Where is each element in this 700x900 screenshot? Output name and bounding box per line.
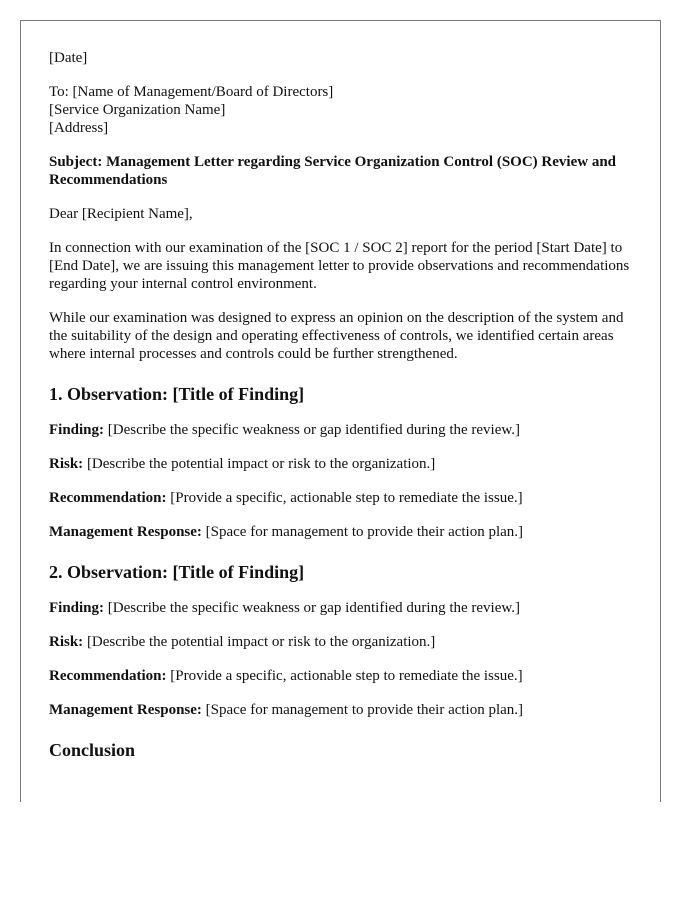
subject-line: Subject: Management Letter regarding Service Organization Control (SOC) Review and Recommendations [49, 154, 617, 188]
conclusion-heading: Conclusion [49, 740, 136, 760]
risk-text: [Describe the potential impact or risk to the organization.] [83, 634, 436, 650]
salutation: Dear [Recipient Name], [49, 206, 193, 222]
risk-field [49, 455, 631, 473]
finding-field [49, 599, 631, 617]
recommendation-field [49, 489, 631, 507]
finding-label: Finding: [49, 600, 105, 616]
management-response-label: Management Response: [49, 702, 202, 718]
finding-label: Finding: [49, 422, 105, 438]
observation-heading: 1. Observation: [Title of Finding] [49, 384, 305, 404]
address-line: [Address] [49, 120, 109, 136]
risk-label: Risk: [49, 456, 84, 472]
management-response-label: Management Response: [49, 524, 202, 540]
recommendation-text: [Provide a specific, actionable step to remediate the issue.] [166, 490, 523, 506]
recommendation-label: Recommendation: [49, 490, 167, 506]
letter-date: [Date] [49, 50, 88, 66]
risk-label: Risk: [49, 634, 84, 650]
recommendation-field [49, 667, 631, 685]
management-response-text: [Space for management to provide their action plan.] [201, 702, 524, 718]
finding-text: [Describe the specific weakness or gap identified during the review.] [104, 600, 520, 616]
risk-field [49, 633, 631, 651]
letter-content [49, 49, 631, 777]
observation-heading: 2. Observation: [Title of Finding] [49, 562, 305, 582]
risk-text: [Describe the potential impact or risk to the organization.] [83, 456, 436, 472]
management-response-field [49, 523, 631, 541]
letter-page [20, 20, 661, 802]
management-response-field [49, 701, 631, 719]
recipient-line: To: [Name of Management/Board of Directors] [49, 84, 334, 100]
finding-field [49, 421, 631, 439]
finding-text: [Describe the specific weakness or gap identified during the review.] [104, 422, 520, 438]
recommendation-text: [Provide a specific, actionable step to remediate the issue.] [166, 668, 523, 684]
scope-paragraph: While our examination was designed to express an opinion on the description of the system and the suitability of the design and operating effectiveness of controls, we identified certain areas where internal processes and controls could be further strengthened. [49, 310, 624, 362]
recommendation-label: Recommendation: [49, 668, 167, 684]
management-response-text: [Space for management to provide their action plan.] [201, 524, 524, 540]
intro-paragraph: In connection with our examination of the [SOC 1 / SOC 2] report for the period [Start Date] to [End Date], we are issuing this management letter to provide observations and recommendations regarding your internal control environment. [49, 240, 630, 292]
recipient-block [49, 83, 631, 137]
organization-line: [Service Organization Name] [49, 102, 226, 118]
